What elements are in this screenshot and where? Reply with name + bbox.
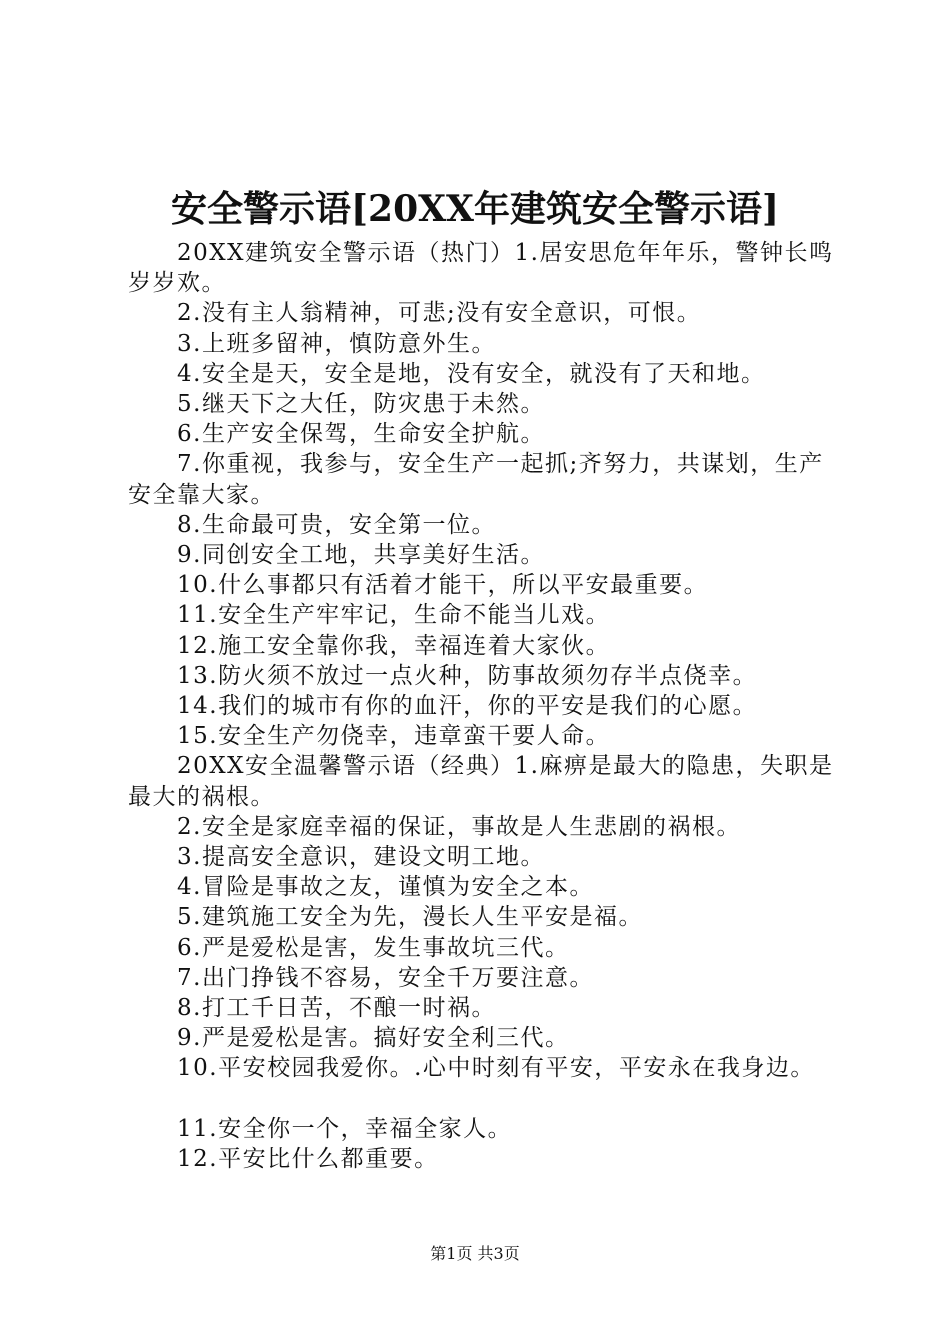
paragraph: 4.安全是天，安全是地，没有安全，就没有了天和地。 — [177, 360, 766, 387]
paragraph: 7.你重视，我参与，安全生产一起抓;齐努力，共谋划，生产安全靠大家。 — [128, 451, 824, 508]
paragraph: 8.打工千日苦，不酿一时祸。 — [177, 995, 496, 1022]
paragraph: 10.什么事都只有活着才能干，所以平安最重要。 — [177, 572, 709, 599]
paragraph: 14.我们的城市有你的血汗，你的平安是我们的心愿。 — [177, 693, 758, 720]
paragraph: 8.生命最可贵，安全第一位。 — [177, 511, 496, 538]
document-body — [128, 238, 840, 1174]
page-footer: 第1页 共3页 — [430, 1244, 520, 1263]
paragraph: 13.防火须不放过一点火种，防事故须勿存半点侥幸。 — [177, 662, 758, 689]
paragraph: 15.安全生产勿侥幸，违章蛮干要人命。 — [177, 723, 611, 750]
document-title: 安全警示语[20XX年建筑安全警示语] — [170, 188, 780, 230]
paragraph: 3.提高安全意识，建设文明工地。 — [177, 844, 545, 871]
paragraph: 5.建筑施工安全为先，漫长人生平安是福。 — [177, 904, 643, 931]
paragraph: 3.上班多留神，慎防意外生。 — [177, 330, 496, 357]
paragraph: 12.平安比什么都重要。 — [177, 1146, 439, 1173]
paragraph: 9.同创安全工地，共享美好生活。 — [177, 542, 545, 569]
paragraph: 20XX建筑安全警示语（热门）1.居安思危年年乐，警钟长鸣岁岁欢。 — [128, 240, 834, 297]
paragraph: 11.安全你一个，幸福全家人。 — [177, 1115, 513, 1142]
paragraph: 5.继天下之大任，防灾患于未然。 — [177, 391, 545, 418]
paragraph: 7.出门挣钱不容易，安全千万要注意。 — [177, 964, 594, 991]
paragraph: 12.施工安全靠你我，幸福连着大家伙。 — [177, 632, 611, 659]
paragraph: 6.严是爱松是害，发生事故坑三代。 — [177, 934, 570, 961]
paragraph: 10.平安校园我爱你。.心中时刻有平安，平安永在我身边。 — [177, 1055, 815, 1082]
paragraph: 2.没有主人翁精神，可悲;没有安全意识，可恨。 — [177, 300, 702, 327]
paragraph: 9.严是爱松是害。搞好安全利三代。 — [177, 1025, 570, 1052]
paragraph: 2.安全是家庭幸福的保证，事故是人生悲剧的祸根。 — [177, 813, 741, 840]
blank-line — [128, 1084, 840, 1114]
paragraph: 4.冒险是事故之友，谨慎为安全之本。 — [177, 874, 594, 901]
paragraph: 20XX安全温馨警示语（经典）1.麻痹是最大的隐患，失职是最大的祸根。 — [128, 753, 834, 810]
paragraph: 11.安全生产牢牢记，生命不能当儿戏。 — [177, 602, 611, 629]
paragraph: 6.生产安全保驾，生命安全护航。 — [177, 421, 545, 448]
